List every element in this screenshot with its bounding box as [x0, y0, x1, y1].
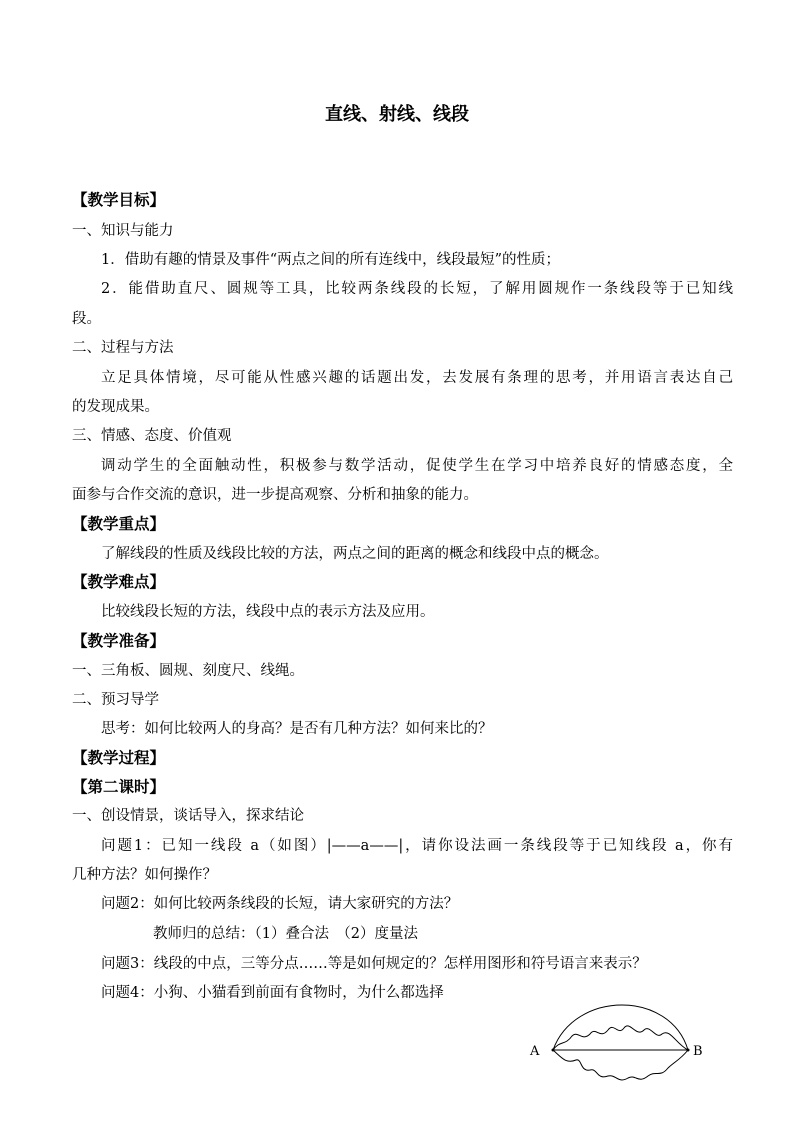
- text-line: 调动学生的全面触动性，积极参与数学活动，促使学生在学习中培养良好的情感态度，全: [101, 458, 733, 474]
- text-line: 问题2：如何比较两条线段的长短，请大家研究的方法？: [101, 896, 459, 912]
- section-heading: 【教学重点】: [72, 515, 166, 533]
- text-line: 问题1：已知一线段 a（如图）|——a——|，请你设法画一条线段等于已知线段 a，你有: [101, 838, 733, 854]
- section-heading: 【教学过程】: [72, 749, 166, 767]
- section-heading: 【教学准备】: [72, 632, 166, 650]
- text-line: 一、创设情景，谈话导入，探求结论: [72, 808, 304, 824]
- text-line: 的发现成果。: [72, 399, 159, 415]
- section-heading: 【教学难点】: [72, 573, 166, 591]
- text-line: 思考：如何比较两人的身高？是否有几种方法？如何来比的？: [101, 721, 493, 737]
- figure-wavy-upper: [553, 1026, 688, 1050]
- text-line: 问题4：小狗、小猫看到前面有食物时，为什么都选择: [101, 985, 444, 1001]
- text-line: 2．能借助直尺、圆规等工具，比较两条线段的长短，了解用圆规作一条线段等于已知线: [101, 281, 733, 297]
- text-line: 一、知识与能力: [72, 223, 174, 239]
- point-a: [552, 1049, 555, 1052]
- document-title: 直线、射线、线段: [325, 104, 469, 125]
- text-line: 二、预习导学: [72, 692, 159, 708]
- figure-arc: [553, 1005, 688, 1050]
- text-line: 比较线段长短的方法，线段中点的表示方法及应用。: [101, 604, 435, 620]
- text-line: 面参与合作交流的意识，进一步提高观察、分析和抽象的能力。: [72, 487, 478, 503]
- label-a: A: [530, 1044, 540, 1059]
- text-line: 教师归的总结：（1）叠合法 （2）度量法: [153, 926, 418, 942]
- text-line: 二、过程与方法: [72, 340, 174, 356]
- text-line: 了解线段的性质及线段比较的方法，两点之间的距离的概念和线段中点的概念。: [101, 546, 609, 562]
- text-line: 问题3：线段的中点，三等分点……等是如何规定的？怎样用图形和符号语言来表示？: [101, 956, 647, 972]
- section-heading: 【第二课时】: [72, 778, 166, 796]
- text-line: 一、三角板、圆规、刻度尺、线绳。: [72, 663, 304, 679]
- text-line: 几种方法？如何操作？: [72, 867, 217, 883]
- text-line: 三、情感、态度、价值观: [72, 428, 232, 444]
- label-b: B: [693, 1044, 703, 1059]
- text-line: 段。: [72, 311, 101, 327]
- text-line: 立足具体情境，尽可能从性感兴趣的话题出发，去发展有条理的思考，并用语言表达自己: [101, 370, 733, 386]
- point-b: [687, 1049, 690, 1052]
- section-heading: 【教学目标】: [72, 191, 166, 209]
- figure-wavy-lower: [553, 1050, 688, 1080]
- figure-diagram: [520, 1000, 720, 1090]
- text-line: 1．借助有趣的情景及事件“两点之间的所有连线中，线段最短”的性质；: [101, 252, 561, 268]
